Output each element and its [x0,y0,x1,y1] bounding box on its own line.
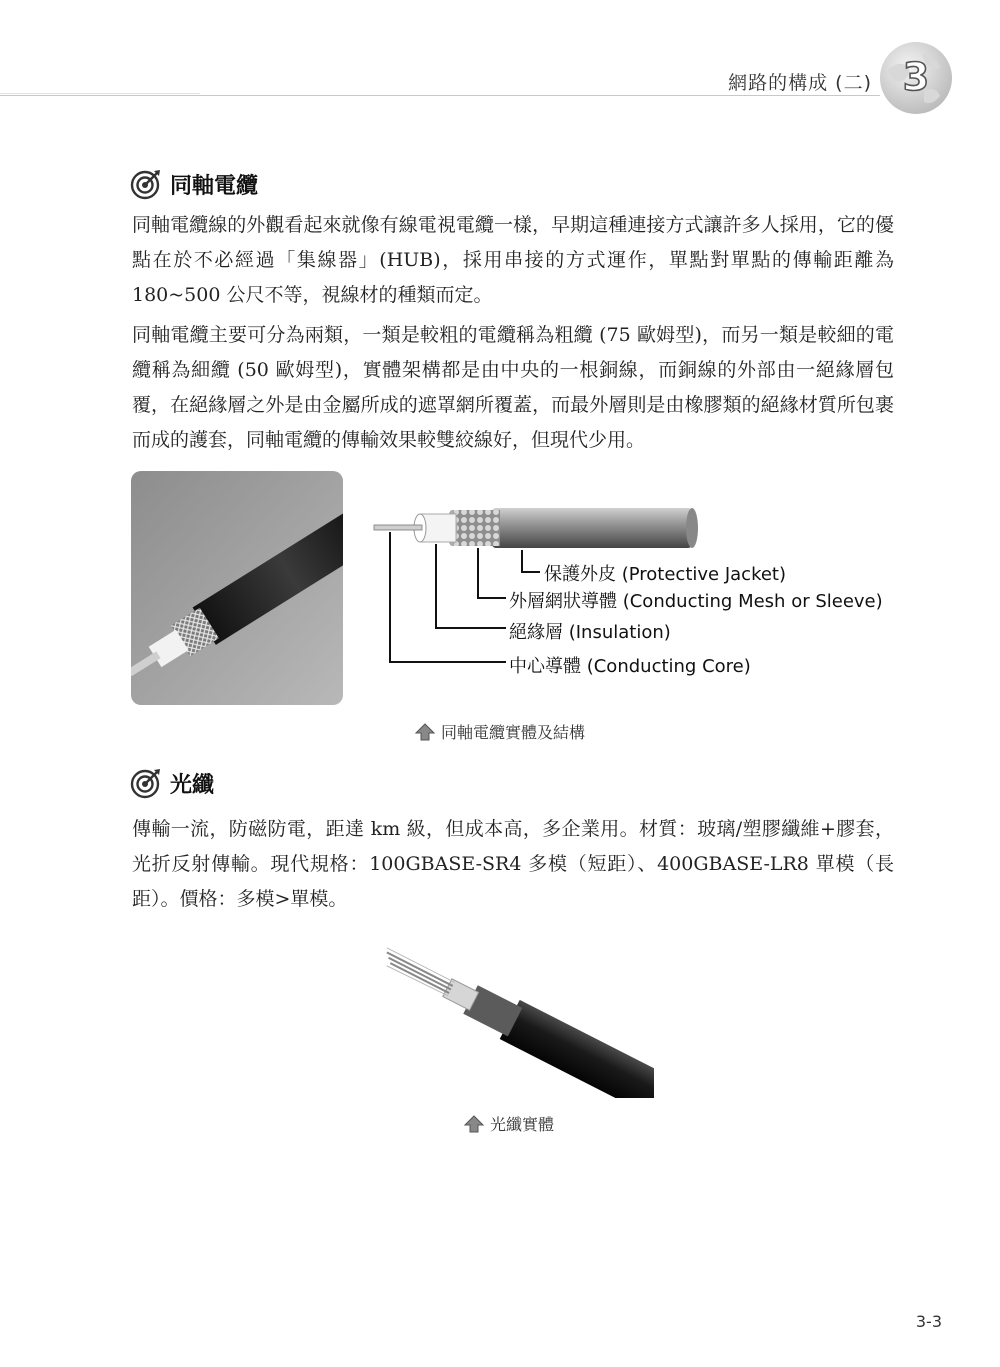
label-conducting-core: 中心導體 (Conducting Core) [509,656,751,677]
coax-paragraph-2 [132,318,894,458]
coax-heading [130,168,258,200]
coax-paragraph-1 [132,208,894,313]
up-arrow-icon [415,723,435,741]
up-arrow-icon [464,1115,484,1133]
chapter-title: 網路的構成 (二) [728,72,872,94]
diagram-mesh [452,510,500,546]
target-icon [130,168,162,200]
chapter-number: 3 [902,55,930,99]
label-protective-jacket: 保護外皮 (Protective Jacket) [544,564,787,585]
chapter-globe-icon [878,40,954,116]
label-insulation: 絕緣層 (Insulation) [509,622,671,643]
diagram-core [374,525,422,530]
coax-caption-text: 同軸電纜實體及結構 [441,723,586,742]
fiber-caption-text: 光纖實體 [490,1115,555,1134]
fiber-caption [464,1112,554,1135]
target-icon [130,767,162,799]
page-number: 3-3 [915,1312,942,1331]
coax-caption [415,720,585,743]
fiber-paragraph [132,812,894,917]
header-rule-accent [0,93,200,94]
label-conducting-mesh: 外層網狀導體 (Conducting Mesh or Sleeve) [509,591,883,612]
fiber-heading [130,767,214,799]
fiber-cable-photo [372,932,654,1098]
coax-cable-photo [131,471,343,705]
fiber-heading-text: 光纖 [170,772,215,798]
coax-paragraph-2-text: 同軸電纜主要可分為兩類，一類是較粗的電纜稱為粗纜 (75 歐姆型)，而另一類是較細的電纜稱為細纜 (50 歐姆型)，實體架構都是由中央的一根銅線，而銅線的外部由一絕緣層包覆，在絕緣層之外是由金屬所成的遮罩網所覆蓋，而最外層則是由橡膠類的絕緣材質所包裹而成的護套，同軸電纜的傳輸效果較雙絞線好，但現代少用。 [132,324,894,451]
diagram-jacket [492,508,692,548]
coax-paragraph-1-text: 同軸電纜線的外觀看起來就像有線電視電纜一樣，早期這種連接方式讓許多人採用，它的優點在於不必經過「集線器」(HUB)，採用串接的方式運作，單點對單點的傳輸距離為 180~500 公尺不等，視線材的種類而定。 [132,214,894,306]
fiber-paragraph-text: 傳輸一流，防磁防電，距達 km 級，但成本高，多企業用。材質：玻璃/塑膠纖維+膠套，光折反射傳輸。現代規格：100GBASE-SR4 多模（短距）、400GBASE-LR8 單模（長距）。價格：多模>單模。 [132,818,894,910]
coax-heading-text: 同軸電纜 [170,173,259,199]
header-rule [0,95,880,96]
